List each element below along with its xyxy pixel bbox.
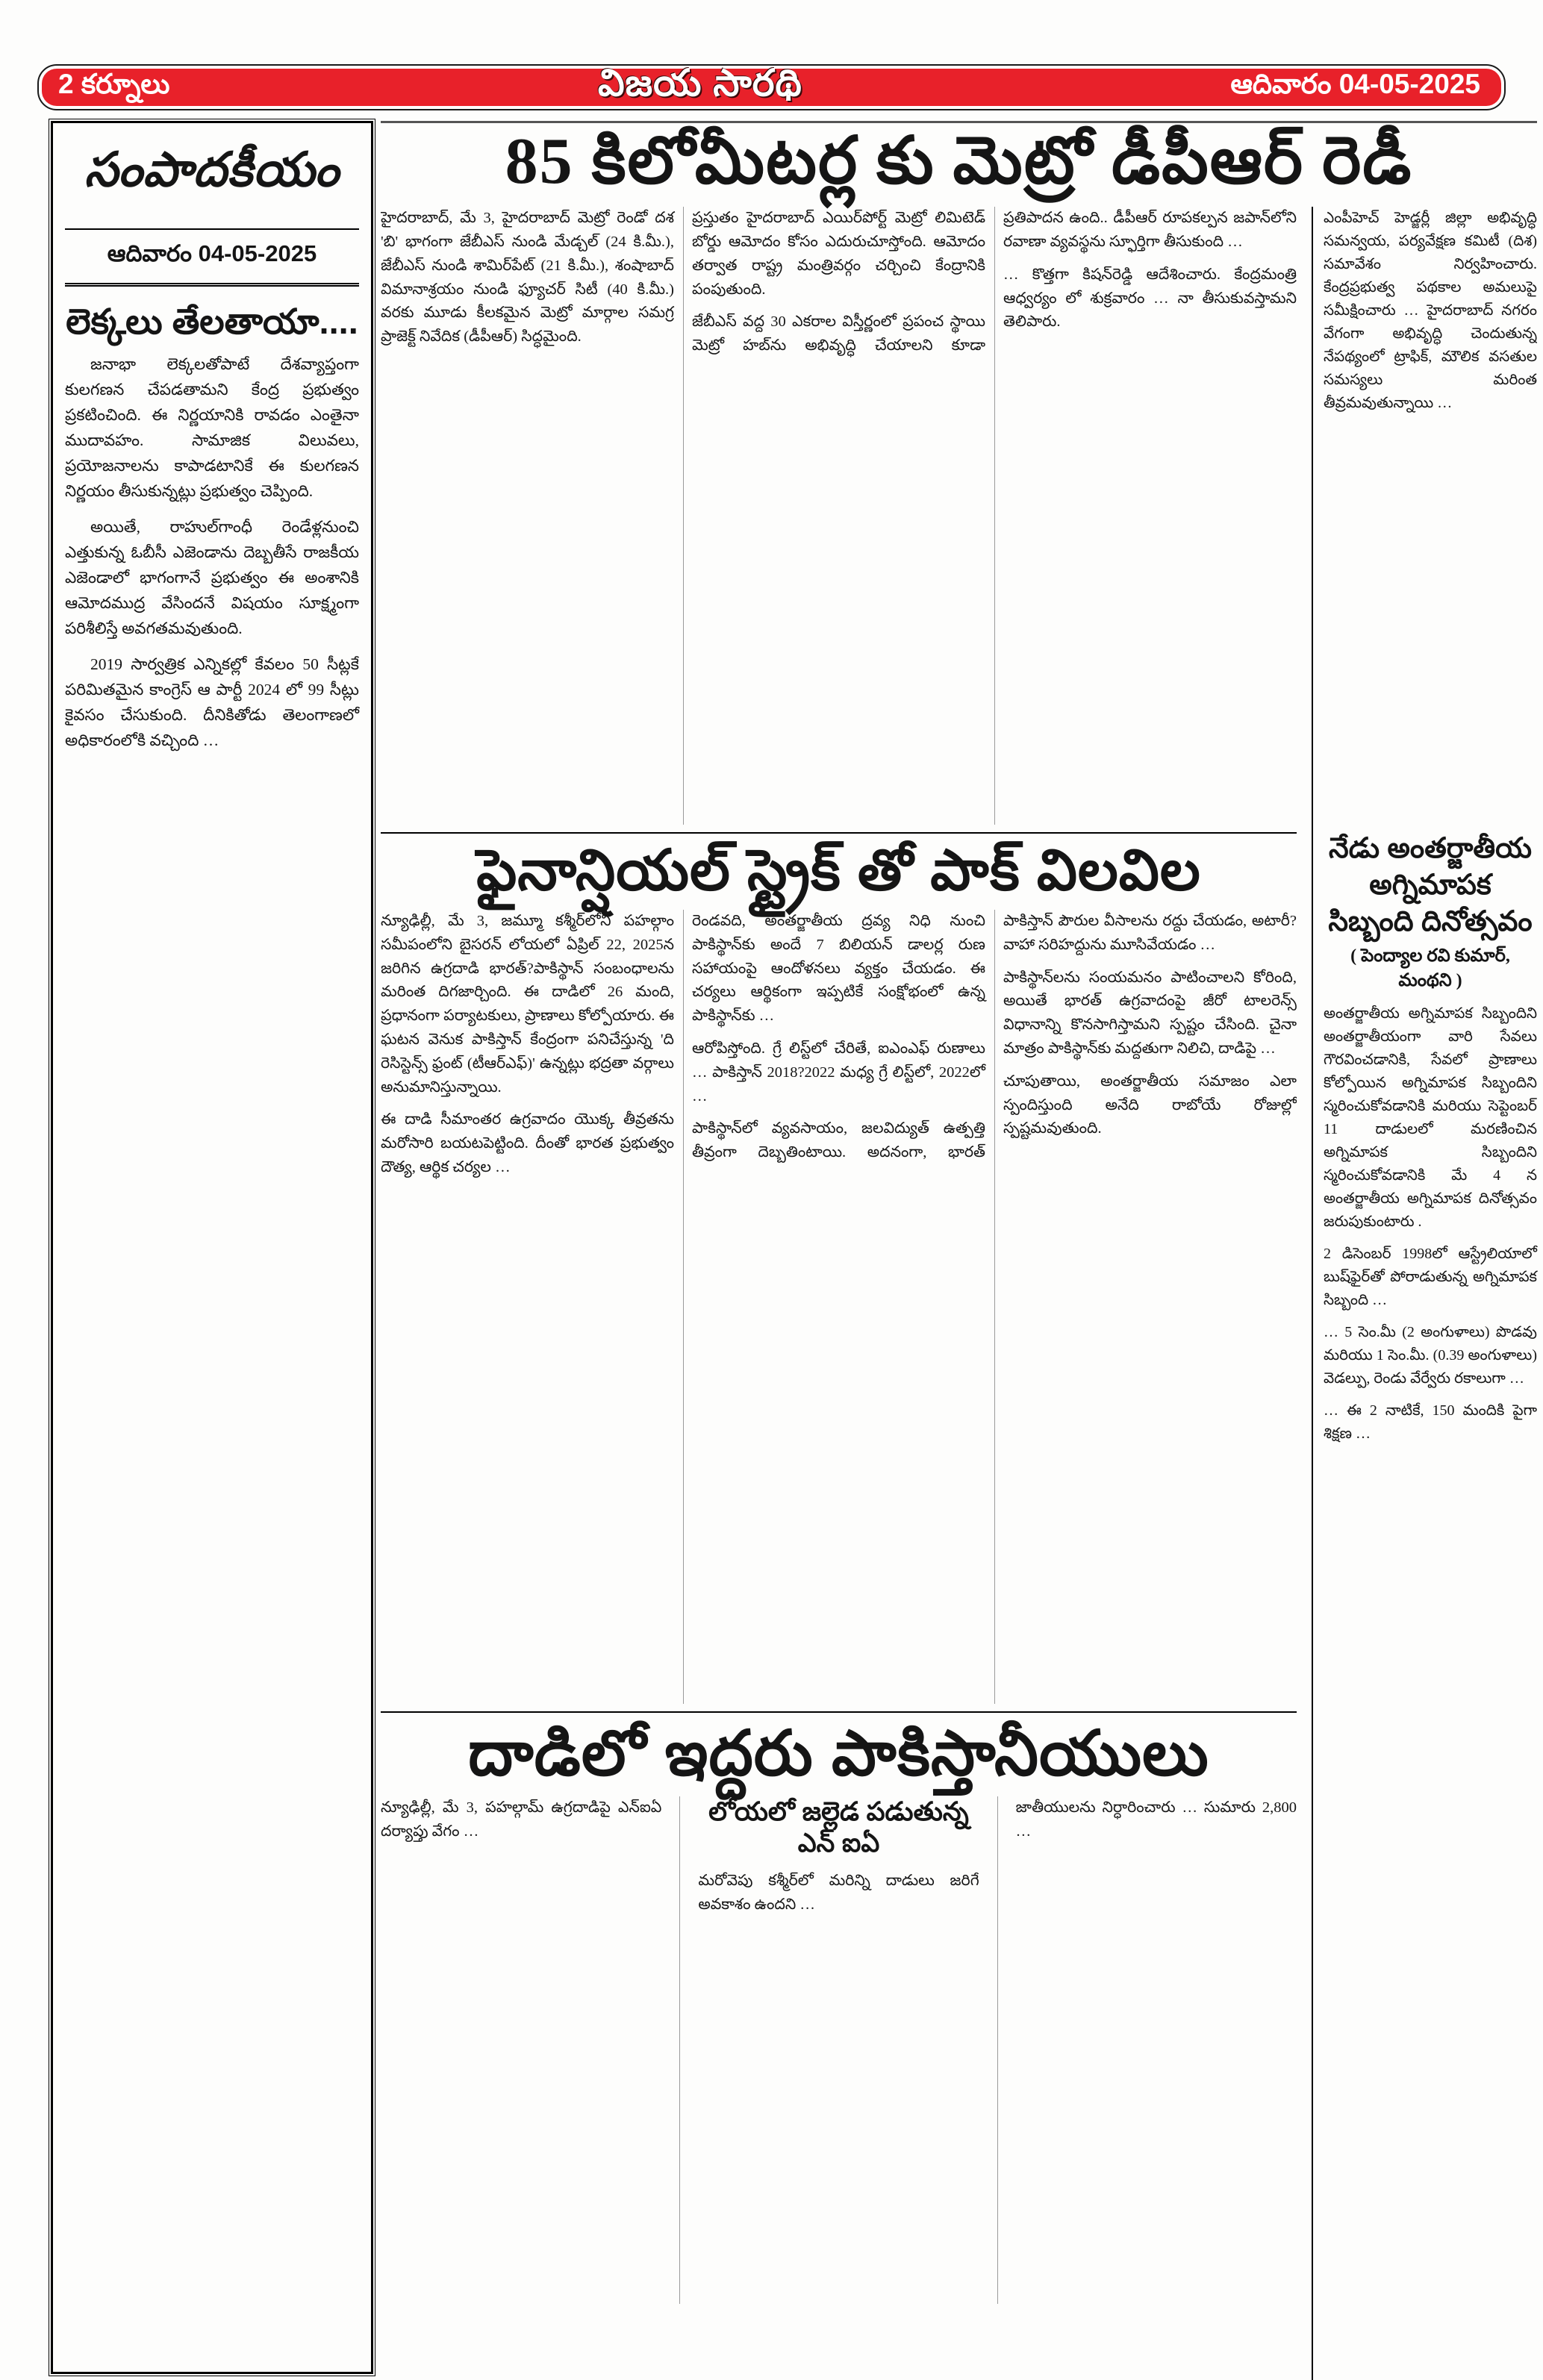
masthead-bar: [37, 61, 1506, 110]
metro-paragraph: … కొత్తగా కిషన్‌రెడ్డి ఆదేశించారు. కేంద్రమంత్రి ఆధ్వర్యం లో శుక్రవారం … నా తీసుకువస్తామని తెలిపారు.: [1003, 266, 1297, 331]
pak-paragraph: ఈ దాడి సీమాంతర ఉగ్రవాదం యొక్క తీవ్రతను మరోసారి బయటపెట్టింది. దీంతో భారత ప్రభుత్వం దౌత్య, ఆర్థిక చర్యల …: [381, 1111, 674, 1175]
section-divider: [381, 1711, 1297, 1713]
raid-article-body: [381, 1796, 1297, 2304]
editorial-section-title: సంపాదకీయం: [84, 143, 340, 196]
metro-paragraph: హైదరాబాద్, మే 3, హైదరాబాద్ మెట్రో రెండో దశ 'బి' భాగంగా జేబీఎస్ నుండి మేడ్చల్ (24 కి.మీ.), జేబీఎస్ నుండి శామిర్‌పేట్ (21 కి.మీ.), శంషాబాద్ విమానాశ్రయం నుండి ఫ్యూచర్ సిటీ (40 కి.మీ.) వరకు మూడు కీలకమైన మెట్రో మార్గాల సమగ్ర ప్రాజెక్ట్ నివేదిక (డీపీఆర్) సిద్ధమైంది.: [381, 210, 674, 346]
raid-subheadline: లోయలో జల్లెడ పడుతున్న ఎన్ ఐఏ: [708, 1797, 969, 1858]
editorial-divider: [65, 228, 359, 230]
masthead-inner: [42, 61, 1501, 106]
editorial-body: [65, 352, 359, 754]
fire-paragraph: … 5 సెం.మీ (2 అంగుళాలు) పొడవు మరియు 1 సెం.మీ. (0.39 అంగుళాలు) వెడల్పు, రెండు వేర్వేరు రకాలుగా …: [1324, 1324, 1537, 1387]
pak-paragraph: న్యూఢిల్లీ, మే 3, జమ్మూ కశ్మీర్‌లోని పహల్గాం సమీపంలోని బైసరన్ లోయలో ఏప్రిల్ 22, 2025న జరిగిన ఉగ్రదాడి భారత్?పాకిస్థాన్ సంబంధాలను మరింత దిగజార్చింది. ఈ దాడిలో 26 మంది, ప్రధానంగా పర్యాటకులు, ప్రాణాలు కోల్పోయారు. ఈ ఘటన వెనుక పాకిస్తాన్ కేంద్రంగా పనిచేస్తున్న 'ది రెసిస్టెన్స్ ఫ్రంట్ (టీఆర్ఎఫ్)' ఉన్నట్లు భద్రతా వర్గాలు అనుమానిస్తున్నాయి.: [381, 913, 674, 1096]
firefighters-day-header: నేడు అంతర్జాతీయ అగ్నిమాపక సిబ్బంది దినోత్సవం: [1328, 833, 1533, 937]
masthead-date: ఆదివారం 04-05-2025: [1230, 68, 1480, 99]
fire-paragraph: అంతర్జాతీయ అగ్నిమాపక సిబ్బందిని అంతర్జాతీయంగా వారి సేవలు గౌరవించడానికి, సేవలో ప్రాణాలు కోల్పోయిన అగ్నిమాపక సిబ్బందిని స్మరించుకోవడానికి మరియు సెప్టెంబర్ 11 దాడులలో మరణించిన అగ్నిమాపక సిబ్బందిని స్మరించుకోవడానికి మే 4 న అంతర్జాతీయ అగ్నిమాపక దినోత్సవం జరుపుకుంటారు .: [1324, 1005, 1537, 1231]
editorial-paragraph: అయితే, రాహుల్‌గాంధీ రెండేళ్లనుంచి ఎత్తుకున్న ఓబీసీ ఎజెండాను దెబ్బతీసే రాజకీయ ఎజెండాలో భాగంగానే ప్రభుత్వం ఈ అంశానికి ఆమోదముద్ర వేసిందనే విషయం సూక్ష్మంగా పరిశీలిస్తే అవగతమవుతుంది.: [65, 517, 359, 637]
editorial-date: ఆదివారం 04-05-2025: [107, 240, 317, 266]
page-number-label: 2 కర్నూలు: [58, 68, 170, 99]
raid-article-headline: దాడిలో ఇద్దరు పాకిస్తానీయులు: [468, 1718, 1209, 1789]
paper-title: విజయ సారథి: [597, 61, 802, 104]
metro-article-headline: 85 కిలోమీటర్ల కు మెట్రో డీపీఆర్ రెడీ: [505, 125, 1413, 198]
editorial-paragraph: జనాభా లెక్కలతోపాటే దేశవ్యాప్తంగా కులగణన చేపడతామని కేంద్ర ప్రభుత్వం ప్రకటించింది. ఈ నిర్ణయానికి రావడం ఎంతైనా ముదావహం. సామాజిక విలువలు, ప్రయోజనాలను కాపాడటానికే ఈ కులగణన నిర్ణయం తీసుకున్నట్లు ప్రభుత్వం చెప్పింది.: [65, 355, 359, 500]
metro-paragraph: ప్రస్తుతం హైదరాబాద్ ఎయిర్‌పోర్ట్ మెట్రో లిమిటెడ్ బోర్డు ఆమోదం కోసం ఎదురుచూస్తోంది. ఆమోదం తర్వాత రాష్ట్ర మంత్రివర్గం చర్చించి కేంద్రానికి పంపుతుంది.: [692, 210, 985, 298]
raid-paragraph: జాతీయులను నిర్ధారించారు … సుమారు 2,800 …: [1015, 1799, 1297, 1840]
fire-paragraph: 2 డిసెంబర్ 1998లో ఆస్ట్రేలియాలో బుష్‌ఫైర్‌తో పోరాడుతున్న అగ్నిమాపక సిబ్బంది …: [1324, 1246, 1537, 1309]
editorial-column: [51, 121, 373, 2374]
pak-paragraph: రెండవది, అంతర్జాతీయ ద్రవ్య నిధి నుంచి పాకిస్థాన్‌కు అందే 7 బిలియన్ డాలర్ల రుణ సహాయంపై ఆందోళనలు వ్యక్తం చేయడం. ఈ చర్యలు ఆర్థికంగా ఇప్పటికే సంక్షోభంలో ఉన్న పాకిస్థాన్‌కు …: [692, 913, 985, 1025]
pak-paragraph: పాకిస్థాన్‌లను సంయమనం పాటించాలని కోరింది, అయితే భారత్ ఉగ్రవాదంపై జీరో టాలరెన్స్ విధానాన్ని కొనసాగిస్తామని స్పష్టం చేసింది. చైనా మాత్రం పాకిస్థాన్‌కు మద్దతుగా నిలిచి, దాడిపై …: [1003, 969, 1297, 1058]
raid-column-3: [997, 1796, 1297, 2304]
metro-paragraph: జేబీఎస్ వద్ద 30 ఎకరాల విస్తీర్ణంలో ప్రపంచ స్థాయి మెట్రో హబ్‌ను అభివృద్ధి చేయాలని కూడా ప్రతిపాదన ఉంది.. డీపీఆర్ రూపకల్పన జపాన్‌లోని రవాణా వ్యవస్థను స్ఫూర్తిగా తీసుకుంది …: [692, 210, 1297, 354]
raid-paragraph: న్యూఢిల్లీ, మే 3, పహల్గామ్ ఉగ్రదాడిపై ఎన్ఐఏ దర్యాప్తు వేగం …: [381, 1799, 662, 1840]
raid-column-1: [381, 1796, 661, 2304]
editorial-headline: లెక్కలు తేలతాయా....: [66, 302, 358, 341]
right-rail-column: [1312, 207, 1537, 2380]
main-area: [381, 121, 1537, 2374]
pak-paragraph: చూపుతాయి, అంతర్జాతీయ సమాజం ఎలా స్పందిస్తుంది అనేది రాబోయే రోజుల్లో స్పష్టమవుతుంది.: [1003, 1072, 1297, 1137]
firefighters-day-byline: ( పెంద్యాల రవి కుమార్, మంథని ): [1350, 946, 1510, 991]
firefighters-day-body: [1324, 1002, 1537, 1446]
editorial-paragraph: 2019 సార్వత్రిక ఎన్నికల్లో కేవలం 50 సీట్లకే పరిమితమైన కాంగ్రెస్ ఆ పార్టీ 2024 లో 99 సీట్లు కైవసం చేసుకుంది. దీనికితోడు తెలంగాణలో అధికారంలోకి వచ్చింది …: [65, 655, 359, 749]
content-frame: [51, 121, 1537, 2374]
section-divider: [381, 832, 1297, 834]
raid-column-2: [679, 1796, 979, 2304]
pak-article-headline: ఫైనాన్షియల్ స్ట్రైక్ తో పాక్ విలవిల: [476, 839, 1201, 903]
disha-meeting-note: ఎంపీహెచ్ హెడ్జర్లీ జిల్లా అభివృద్ధి సమన్వయ, పర్యవేక్షణ కమిటీ (దిశ) సమావేశం నిర్వహించారు. కేంద్రప్రభుత్వ పథకాల అమలుపై సమీక్షించారు … హైదరాబాద్ నగరం వేగంగా అభివృద్ధి చెందుతున్న నేపథ్యంలో ట్రాఫిక్, మౌలిక వసతుల సమస్యలు మరింత తీవ్రమవుతున్నాయి …: [1324, 210, 1537, 412]
fire-paragraph: … ఈ 2 నాటికే, 150 మందికి పైగా శిక్షణ …: [1324, 1402, 1537, 1443]
raid-paragraph: మరోవెపు కశ్మీర్‌లో మరిన్ని దాడులు జరిగే అవకాశం ఉందని …: [698, 1873, 979, 1914]
metro-article-body: [381, 207, 1297, 825]
editorial-header-box: [65, 128, 359, 287]
pak-article-body: [381, 910, 1297, 1704]
pak-paragraph: పాకిస్థాన్‌లో వ్యవసాయం, జలవిద్యుత్ ఉత్పత్తి తీవ్రంగా దెబ్బతింటాయి. అదనంగా, భారత్ పాకిస్తాన్ పౌరుల వీసాలను రద్దు చేయడం, అటారీ?వాహా సరిహద్దును మూసివేయడం …: [692, 913, 1297, 1161]
pak-paragraph: ఆరోపిస్తోంది. గ్రే లిస్ట్‌లో చేరితే, ఐఎంఎఫ్ రుణాలు … పాకిస్తాన్ 2018?2022 మధ్య గ్రే లిస్ట్‌లో, 2022లో …: [692, 1040, 985, 1105]
